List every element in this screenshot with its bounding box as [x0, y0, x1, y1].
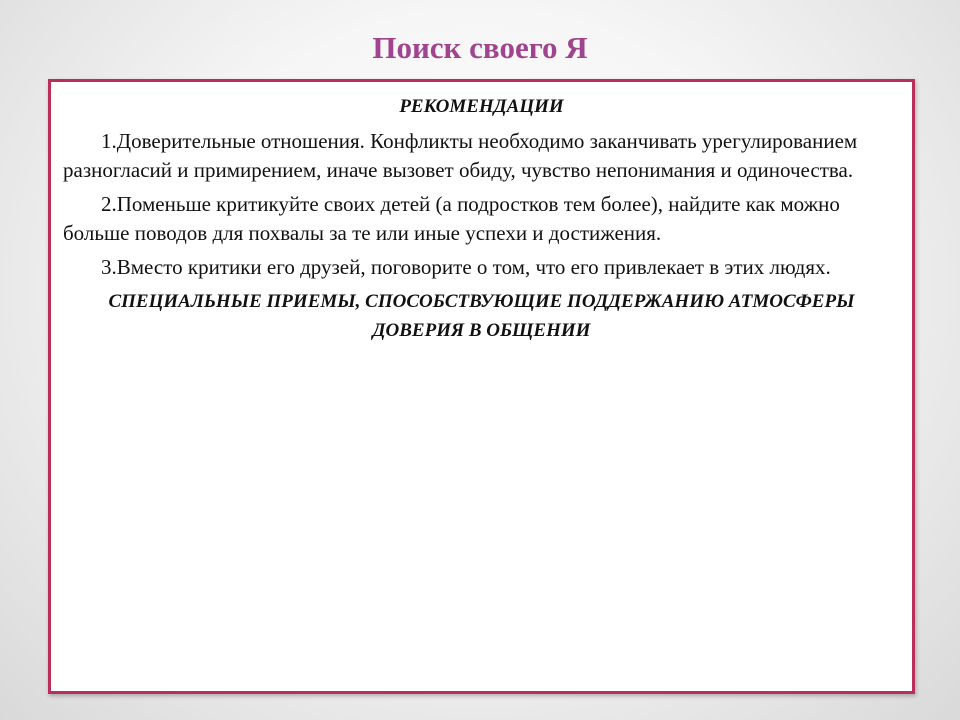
content-body: [51, 82, 912, 345]
special-techniques-heading: СПЕЦИАЛЬНЫЕ ПРИЕМЫ, СПОСОБСТВУЮЩИЕ ПОДДЕРЖАНИЮ АТМОСФЕРЫ ДОВЕРИЯ В ОБЩЕНИИ: [108, 291, 855, 341]
recommendations-heading: РЕКОМЕНДАЦИИ: [399, 96, 564, 117]
recommendation-item-3: 3.Вместо критики его друзей, поговорите о том, что его привлекает в этих людях.: [101, 255, 831, 279]
recommendation-item-2: 2.Поменьше критикуйте своих детей (а подростков тем более), найдите как можно больше поводов для похвалы за те или иные успехи и достижения.: [63, 192, 840, 245]
slide-title: Поиск своего Я: [372, 30, 588, 65]
recommendation-item-1: 1.Доверительные отношения. Конфликты необходимо заканчивать урегулированием разногласий и примирением, иначе вызовет обиду, чувство непонимания и одиночества.: [63, 129, 858, 182]
content-box: [48, 79, 915, 694]
